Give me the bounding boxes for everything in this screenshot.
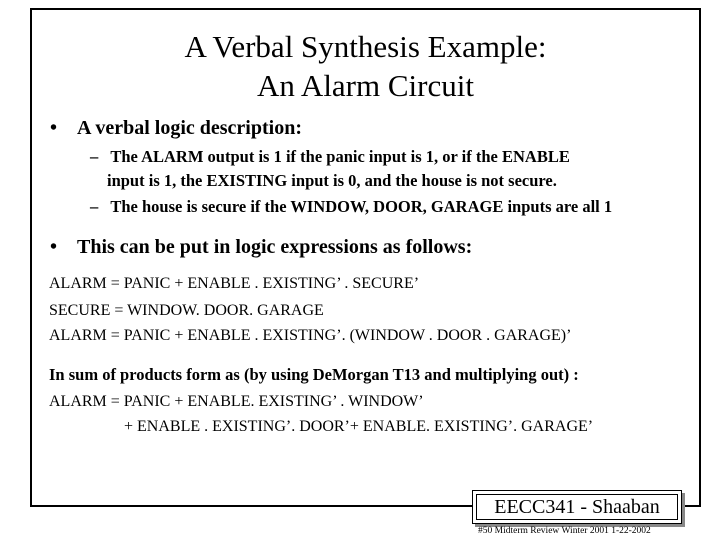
sop-line1: ALARM = PANIC + ENABLE. EXISTING’ . WINDOW’ (49, 393, 424, 410)
bullet-text: A verbal logic description: (77, 117, 302, 139)
dash-icon: – (90, 147, 99, 166)
sub-item-alarm-line1 (90, 147, 570, 167)
expression-alarm-expanded: ALARM = PANIC + ENABLE . EXISTING’. (WINDOW . DOOR . GARAGE)’ (49, 327, 572, 344)
sop-heading: In sum of products form as (by using DeMorgan T13 and multiplying out) : (49, 365, 579, 384)
dash-icon: – (90, 197, 99, 216)
course-label: EECC341 - Shaaban (476, 494, 678, 520)
sub-item-secure (90, 197, 612, 217)
sub-item-alarm-line2: input is 1, the EXISTING input is 0, and the house is not secure. (107, 171, 557, 190)
bullet-icon: • (50, 117, 58, 139)
slide-title-line2: An Alarm Circuit (257, 68, 474, 103)
course-footer-box (472, 490, 682, 524)
expression-secure: SECURE = WINDOW. DOOR. GARAGE (49, 302, 324, 319)
bullet-icon: • (50, 236, 58, 258)
sop-line2: + ENABLE . EXISTING’. DOOR’+ ENABLE. EXISTING’. GARAGE’ (124, 418, 594, 435)
sub-item-text: The ALARM output is 1 if the panic input is 1, or if the ENABLE (110, 147, 570, 166)
expression-alarm: ALARM = PANIC + ENABLE . EXISTING’ . SECURE’ (49, 275, 420, 292)
bullet-text: This can be put in logic expressions as follows: (77, 236, 473, 258)
bullet-verbal-description (50, 117, 302, 140)
sub-item-text: The house is secure if the WINDOW, DOOR, GARAGE inputs are all 1 (110, 197, 613, 216)
slide-title-line1: A Verbal Synthesis Example: (184, 29, 547, 64)
footer-note: #50 Midterm Review Winter 2001 1-22-2002 (478, 526, 651, 536)
bullet-logic-expressions (50, 236, 472, 259)
